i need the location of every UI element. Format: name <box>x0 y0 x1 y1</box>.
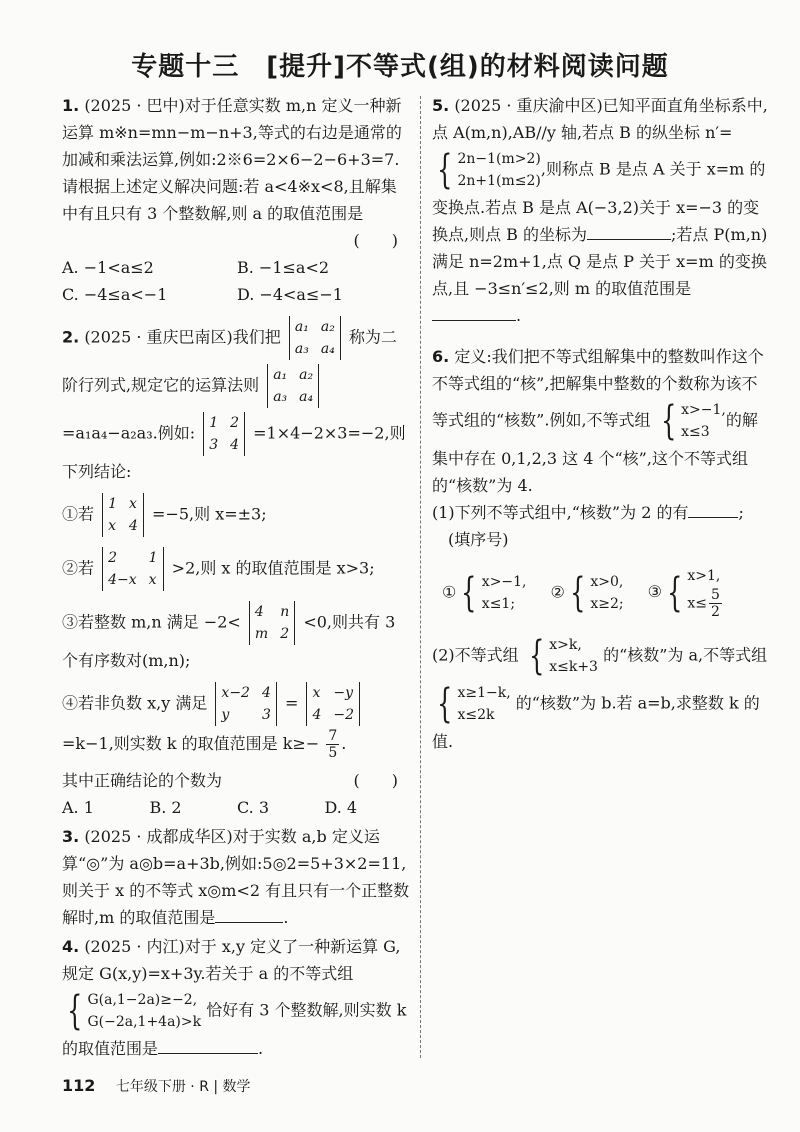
system-row: x≤3 <box>681 424 710 440</box>
choices-row <box>442 563 772 622</box>
brace-icon: { <box>437 147 453 193</box>
det-cell: a₄ <box>320 341 335 357</box>
page-number: 112 <box>62 1076 96 1095</box>
statement-text: >2,则 x 的取值范围是 x>3; <box>171 558 375 578</box>
question-text: 定义:我们把不等式组解集中的整数叫作这个不等式组的“核”,把解集中整数的个数称为该不等式组的“核数”.例如,不等式组 <box>432 347 764 430</box>
det-cell: a₂ <box>320 319 335 335</box>
det-cell: a₄ <box>299 389 314 405</box>
brace-icon: { <box>569 569 586 616</box>
brace-icon: { <box>666 569 683 616</box>
det-cell: 4 <box>312 707 322 723</box>
column-divider <box>420 96 421 1058</box>
statement-4 <box>62 680 412 761</box>
part-text: 的“核数”为 b.若 a=b,求整数 k 的值. <box>432 693 760 751</box>
answer-blank[interactable] <box>215 906 283 923</box>
right-column <box>432 92 772 757</box>
system-row: x>−1, <box>481 573 527 590</box>
question-1 <box>62 92 412 308</box>
option-d: D. −4<a≤−1 <box>237 285 343 304</box>
option-c: C. −4≤a<−1 <box>62 285 168 304</box>
question-text: =1×4−2×3=−2,则下列结论: <box>62 423 406 481</box>
question-text: 的解集中存在 0,1,2,3 这 4 个“核”,这个不等式组的“核数”为 4. <box>432 410 758 495</box>
det-cell: y <box>221 707 230 723</box>
question-2 <box>62 314 412 821</box>
question-text: . <box>283 908 289 927</box>
inequality-system <box>656 399 726 443</box>
choice-label: ③ <box>647 582 662 601</box>
part-1 <box>432 499 772 553</box>
det-cell: a₁ <box>273 367 288 383</box>
answer-blank[interactable] <box>688 501 738 518</box>
system-row: x≥2; <box>590 595 624 612</box>
question-number: 4. <box>62 937 80 956</box>
numerator: 5 <box>711 587 720 603</box>
det-cell: a₃ <box>273 389 288 405</box>
system-row-text: x≤ <box>687 595 707 612</box>
determinant <box>102 493 144 537</box>
piecewise-system <box>432 148 541 192</box>
brace-icon: { <box>461 569 477 616</box>
det-cell: n <box>280 604 290 620</box>
statement-2 <box>62 545 412 593</box>
answer-blank[interactable] <box>432 304 516 321</box>
det-cell: 4−x <box>108 572 137 588</box>
page-title: 专题十三 [提升]不等式(组)的材料阅读问题 <box>131 52 669 82</box>
det-cell: −2 <box>333 707 355 723</box>
question-number: 3. <box>62 827 80 846</box>
choice-label: ② <box>550 582 565 601</box>
det-cell: m <box>254 626 269 642</box>
question-number: 5. <box>432 96 450 115</box>
determinant <box>102 547 163 591</box>
question-number: 2. <box>62 327 80 347</box>
option-c: C. 3 <box>237 798 270 817</box>
det-cell: 4 <box>261 685 271 701</box>
choice-3 <box>648 563 724 622</box>
question-text: (2025 · 成都成华区)对于实数 a,b 定义运算“◎”为 a◎b=a+3b,例如:5◎2=5+3×2=11,则关于 x 的不等式 x◎m<2 有且只有一个正整数解时,m 的取值范围是 <box>62 827 410 927</box>
inequality-system <box>62 989 201 1033</box>
denominator: 2 <box>711 604 720 620</box>
statement-text: <0,则共有 3 个有序数对(m,n); <box>62 612 396 670</box>
question-text: (2025 · 重庆渝中区)已知平面直角坐标系中,点 A(m,n),AB//y 轴,若点 B 的纵坐标 n′ <box>432 96 768 142</box>
question-5: 5. (2025 · 重庆渝中区)已知平面直角坐标系中,点 A(m,n),AB//y 轴,若点 B 的纵坐标 n′= { 2n−1(m>2) 2n+1(m≤2) ,则称点 B 是点 A 关于 x=m 的变换点.若点 B 是点 A(−3,2)关于 x=−3 的变换点,则点 B 的坐标为 ;若点 P(m,n)满足 n=2m+1,点 Q 是点 P 关于 x=m 的变换点,且 −3≤n′≤2,则 m 的取值范围是. <box>432 96 768 325</box>
system-row: x>−1, <box>681 402 726 418</box>
determinant <box>306 682 360 726</box>
question-text: 恰好有 3 个整数解,则实数 k 的取值范围是 <box>62 1000 407 1058</box>
system-row: x>0, <box>590 573 624 590</box>
system-row: x>1, <box>687 568 721 584</box>
det-cell: 1 <box>148 550 158 566</box>
ask-row <box>62 767 412 794</box>
statement-text: ①若 <box>62 504 95 524</box>
det-cell: 3 <box>261 707 271 723</box>
answer-blank[interactable] <box>587 223 671 240</box>
det-cell: 1 <box>108 496 118 512</box>
left-column <box>62 92 412 1064</box>
options <box>62 254 412 308</box>
fraction <box>709 587 722 620</box>
det-cell: 1 <box>209 415 219 431</box>
question-text: 称为二阶行列式,规定它的运算法则 <box>62 327 397 395</box>
question-number: 1. <box>62 96 80 115</box>
statement-text: =−5,则 x=±3; <box>152 504 267 524</box>
answer-blank[interactable] <box>158 1037 258 1054</box>
numerator: 7 <box>328 728 338 744</box>
option-b: B. 2 <box>149 798 182 817</box>
system-row: G(−2a,1+4a)>k <box>87 1014 202 1030</box>
determinant <box>203 412 245 456</box>
det-cell: −y <box>333 685 354 701</box>
question-text: (2025 · 巴中)对于任意实数 m,n 定义一种新运算 m※n=mn−m−n+3,等式的右边是通常的加减和乘法运算,例如:2※6=2×6−2−6+3=7.请根据上述定义解决问题:若 a<4※x<8,且解集中有且只有 3 个整数解,则 a 的取值范围是 <box>62 96 402 223</box>
det-cell: a₃ <box>294 341 309 357</box>
option-a: A. −1<a≤2 <box>62 258 154 277</box>
brace-icon: { <box>660 398 677 444</box>
statement-text: ②若 <box>62 558 95 578</box>
denominator: 5 <box>328 745 338 761</box>
inequality-system <box>524 634 598 678</box>
question-text: . <box>258 1039 264 1058</box>
choice-label: ① <box>442 582 457 601</box>
choice-2 <box>551 569 624 617</box>
det-cell: 4 <box>254 604 264 620</box>
part-text: (1)下列不等式组中,“核数”为 2 的有 <box>432 503 689 522</box>
question-4 <box>62 933 412 1062</box>
det-cell: x−2 <box>221 685 250 701</box>
determinant <box>215 682 276 726</box>
statement-text: =k−1,则实数 k 的取值范围是 k≥− <box>62 734 320 753</box>
option-a: A. 1 <box>62 798 94 817</box>
system-row: x≤k+3 <box>549 659 598 675</box>
part-text: ; <box>738 503 744 522</box>
det-cell: x <box>148 572 157 588</box>
inequality-system <box>432 682 511 726</box>
question-text: =a₁a₄−a₂a₃.例如: <box>62 423 196 443</box>
statement-text: = <box>284 693 299 713</box>
question-6 <box>432 343 772 755</box>
det-cell: a₂ <box>299 367 314 383</box>
system-row: x≥1−k, <box>457 685 511 701</box>
question-text: (2025 · 重庆巴南区)我们把 <box>84 327 281 347</box>
system-row: x>k, <box>549 637 582 653</box>
system-row: x≤2k <box>457 707 495 723</box>
question-text: (2025 · 内江)对于 x,y 定义了一种新运算 G,规定 G(x,y)=x+3y.若关于 a 的不等式组 <box>62 937 401 983</box>
brace-icon: { <box>67 988 83 1034</box>
part-text: 的“核数”为 a,不等式组 <box>603 645 768 665</box>
det-cell: x <box>129 496 137 512</box>
det-cell: 2 <box>230 415 240 431</box>
option-b: B. −1≤a<2 <box>237 258 330 277</box>
part-text: (2)不等式组 <box>432 645 519 665</box>
question-3 <box>62 823 412 931</box>
brace-icon: { <box>528 633 545 679</box>
option-d: D. 4 <box>324 798 358 817</box>
det-cell: 4 <box>230 437 240 453</box>
book-label: 七年级下册 · R | 数学 <box>115 1079 251 1095</box>
choice-1 <box>442 569 527 617</box>
det-cell: 2 <box>280 626 290 642</box>
options <box>62 794 412 821</box>
det-cell: 2 <box>108 550 118 566</box>
det-cell: x <box>108 518 117 534</box>
brace-icon: { <box>437 681 453 727</box>
statement-1 <box>62 491 412 539</box>
question-number: 6. <box>432 347 450 366</box>
fraction <box>326 728 339 761</box>
statement-3 <box>62 599 412 674</box>
statement-text: ④若非负数 x,y 满足 <box>62 693 208 713</box>
determinant <box>289 316 341 360</box>
system-row: 2n−1(m>2) <box>457 151 541 167</box>
question-text: ;若点 P(m,n)满足 n=2m+1,点 Q 是点 P 关于 x=m 的变换点,且 −3≤n′≤2,则 m 的取值范围是 <box>432 225 768 298</box>
question-text: 其中正确结论的个数为 <box>62 771 223 790</box>
determinant <box>267 364 319 408</box>
page-footer <box>62 1076 251 1096</box>
part-2 <box>432 632 772 755</box>
statement-text: ③若整数 m,n 满足 −2< <box>62 612 241 632</box>
system-row: 2n+1(m≤2) <box>457 173 541 189</box>
statement-text: . <box>341 734 347 753</box>
determinant <box>249 601 295 645</box>
system-row: G(a,1−2a)≥−2, <box>87 992 198 1008</box>
answer-paren: ( ) <box>353 771 398 790</box>
answer-paren: ( ) <box>353 231 398 250</box>
det-cell: 4 <box>129 518 138 534</box>
det-cell: a₁ <box>294 319 309 335</box>
system-row <box>687 587 724 620</box>
det-cell: 3 <box>209 437 219 453</box>
system-row: x≤1; <box>481 595 516 612</box>
det-cell: x <box>312 685 321 701</box>
question-text: ,则称点 B 是点 A 关于 x=m 的变换点.若点 B 是点 A(−3,2)关于 x=−3 的变换点,则点 B 的坐标为 <box>432 159 766 244</box>
question-text: . <box>516 306 522 325</box>
part-hint: (填序号) <box>448 530 509 549</box>
